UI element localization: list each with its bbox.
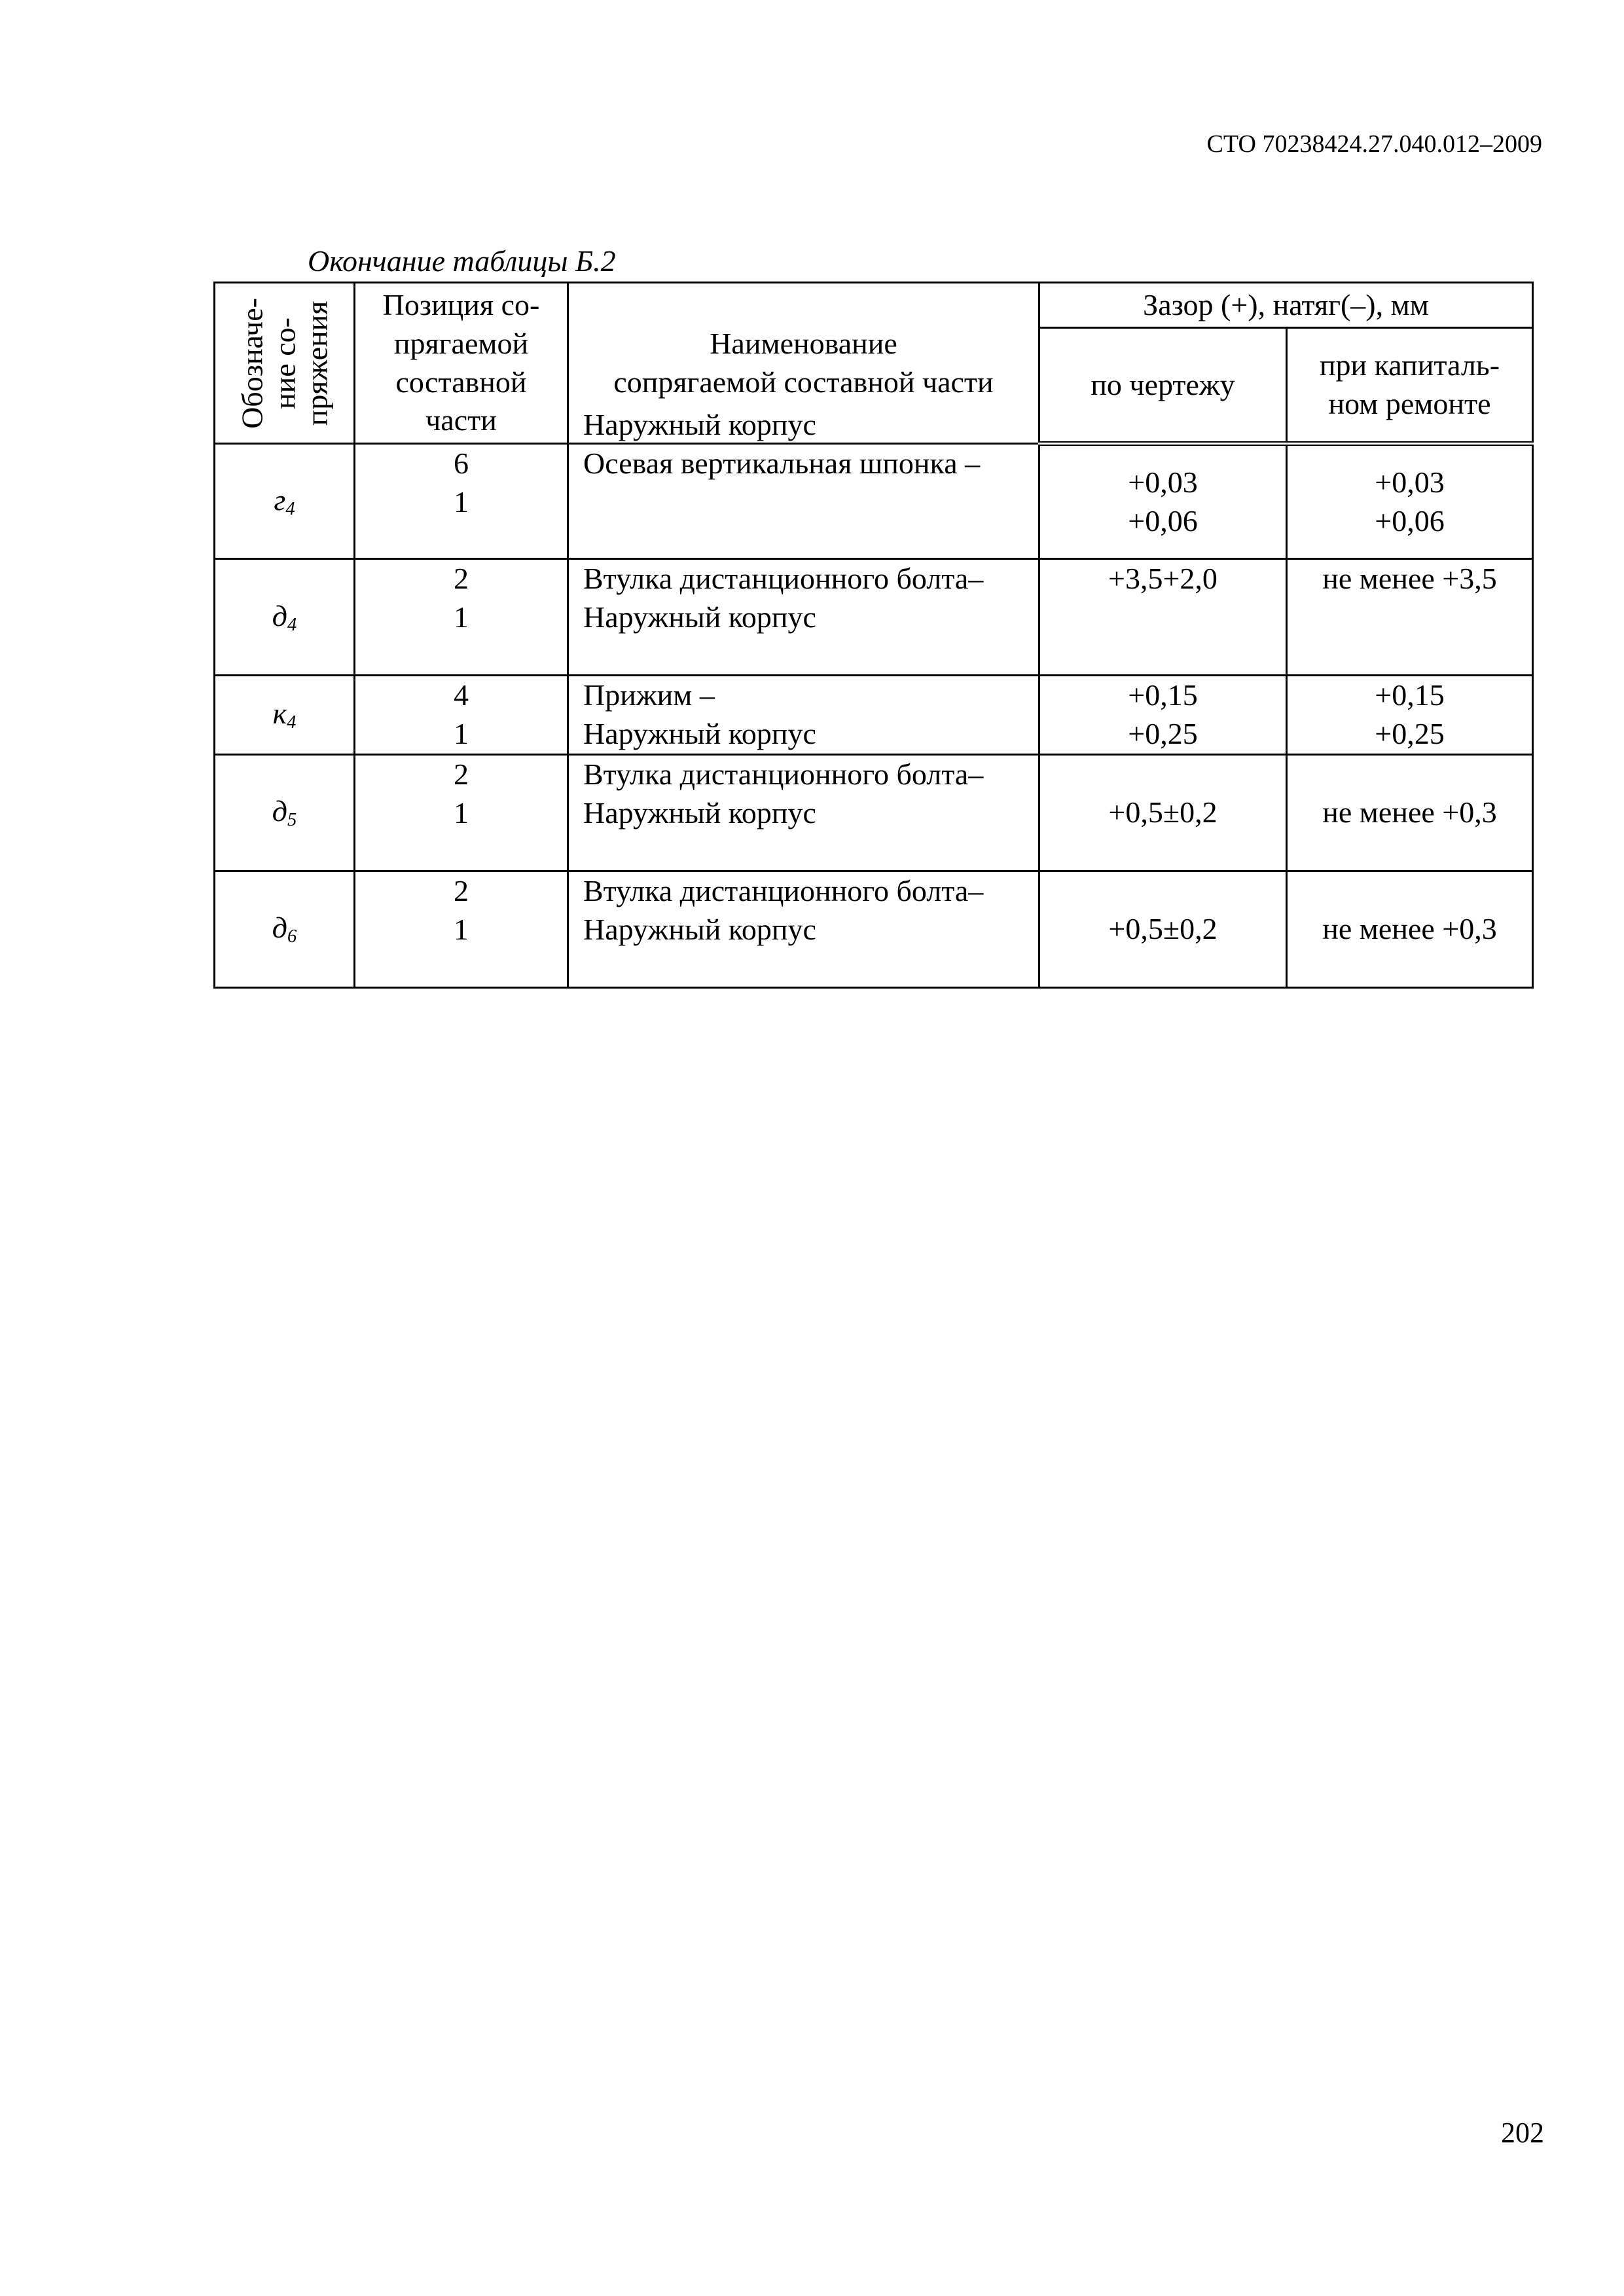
part-name-cell: Втулка дистанционного болта– Наружный корпус [568, 754, 1039, 871]
mating-designation: $д_6$ [215, 871, 355, 987]
position-cell: 2 1 [355, 871, 568, 987]
table-row [215, 444, 1533, 559]
clearance-in-overhaul: не менее +0,3 [1287, 754, 1533, 871]
clearance-by-drawing: +0,15 +0,25 [1039, 676, 1287, 755]
document-code: СТО 70238424.27.040.012–2009 [1206, 130, 1542, 158]
table-row [215, 676, 1533, 755]
part-name-cell: Втулка дистанционного болта– Наружный корпус [568, 871, 1039, 987]
part-name-cell: Втулка дистанционного болта– Наружный корпус [568, 559, 1039, 676]
header-designation [215, 283, 355, 444]
clearance-by-drawing: +0,03 +0,06 [1039, 444, 1287, 559]
table-row [215, 871, 1533, 987]
table-row [215, 559, 1533, 676]
header-position: Позиция со- прягаемой составной части [355, 283, 568, 444]
clearance-table [213, 282, 1534, 989]
header-in-overhaul: при капиталь- ном ремонте [1287, 328, 1533, 444]
clearance-in-overhaul: +0,03 +0,06 [1287, 444, 1533, 559]
table-row [215, 754, 1533, 871]
header-designation-label: Обозначе- ние со- пряжения [234, 297, 334, 429]
mating-designation: $к_4$ [215, 676, 355, 755]
part-name-cell: Осевая вертикальная шпонка – Наружный корпус [568, 444, 1039, 559]
position-cell: 6 1 [355, 444, 568, 559]
part-name-cell: Прижим – Наружный корпус [568, 676, 1039, 755]
mating-designation: $д_5$ [215, 754, 355, 871]
position-cell: 4 1 [355, 676, 568, 755]
clearance-in-overhaul: +0,15 +0,25 [1287, 676, 1533, 755]
table-caption: Окончание таблицы Б.2 [308, 244, 616, 278]
clearance-by-drawing: +0,5±0,2 [1039, 871, 1287, 987]
header-clearance-group: Зазор (+), натяг(–), мм [1039, 283, 1533, 328]
clearance-by-drawing: +3,5+2,0 [1039, 559, 1287, 676]
clearance-in-overhaul: не менее +3,5 [1287, 559, 1533, 676]
position-cell: 2 1 [355, 559, 568, 676]
header-by-drawing: по чертежу [1039, 328, 1287, 444]
mating-designation: $д_4$ [215, 559, 355, 676]
clearance-by-drawing: +0,5±0,2 [1039, 754, 1287, 871]
position-cell: 2 1 [355, 754, 568, 871]
clearance-in-overhaul: не менее +0,3 [1287, 871, 1533, 987]
mating-designation: $г_4$ [215, 444, 355, 559]
header-name: Наименование сопрягаемой составной части [568, 283, 1039, 444]
page-number: 202 [1501, 2117, 1544, 2149]
